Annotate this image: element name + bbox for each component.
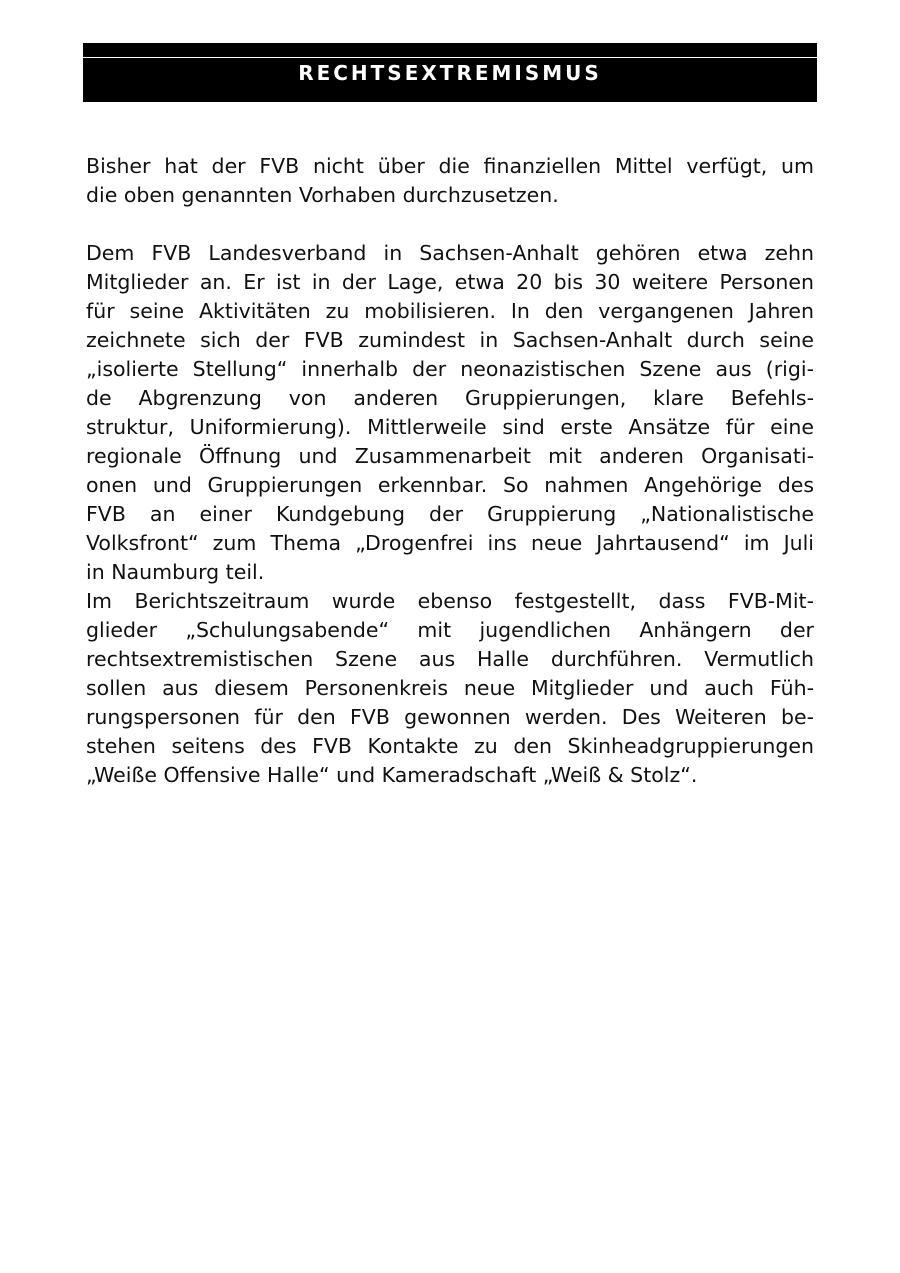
text-line: rungspersonen für den FVB gewonnen werden. Des Weiteren be- [86,705,814,729]
text-line: für seine Aktivitäten zu mobilisieren. In den vergangenen Jahren [86,299,814,323]
paragraph-2 [86,239,814,587]
document-body [86,152,814,790]
text-line: struktur, Uniformierung). Mittlerweile sind erste Ansätze für eine [86,415,814,439]
text-line: rechtsextremistischen Szene aus Halle durchführen. Vermutlich [86,647,814,671]
text-line: zeichnete sich der FVB zumindest in Sachsen-Anhalt durch seine [86,328,814,352]
text-line: FVB an einer Kundgebung der Gruppierung „Nationalistische [86,502,814,526]
text-line: Volksfront“ zum Thema „Drogenfrei ins neue Jahrtausend“ im Juli [86,531,814,555]
paragraph-1 [86,152,814,210]
text-line: in Naumburg teil. [86,560,265,584]
text-line: glieder „Schulungsabende“ mit jugendlichen Anhängern der [86,618,814,642]
text-line: „isolierte Stellung“ innerhalb der neonazistischen Szene aus (rigi- [86,357,814,381]
text-line: stehen seitens des FVB Kontakte zu den Skinheadgruppierungen [86,734,814,758]
paragraph-gap [86,210,814,239]
section-header-band [83,43,817,102]
text-line: die oben genannten Vorhaben durchzusetzen. [86,183,559,207]
text-line: regionale Öffnung und Zusammenarbeit mit anderen Organisati- [86,444,814,468]
text-line: onen und Gruppierungen erkennbar. So nahmen Angehörige des [86,473,814,497]
text-line: Dem FVB Landesverband in Sachsen-Anhalt gehören etwa zehn [86,241,814,265]
text-line: Bisher hat der FVB nicht über die finanziellen Mittel verfügt, um [86,154,814,178]
text-line: Mitglieder an. Er ist in der Lage, etwa 20 bis 30 weitere Personen [86,270,814,294]
section-title: RECHTSEXTREMISMUS [298,61,602,85]
text-line: sollen aus diesem Personenkreis neue Mitglieder und auch Füh- [86,676,814,700]
text-line: „Weiße Offensive Halle“ und Kameradschaft „Weiß & Stolz“. [86,763,698,787]
text-line: Im Berichtszeitraum wurde ebenso festgestellt, dass FVB-Mit- [86,589,814,613]
text-line: de Abgrenzung von anderen Gruppierungen, klare Befehls- [86,386,814,410]
paragraph-3 [86,587,814,790]
